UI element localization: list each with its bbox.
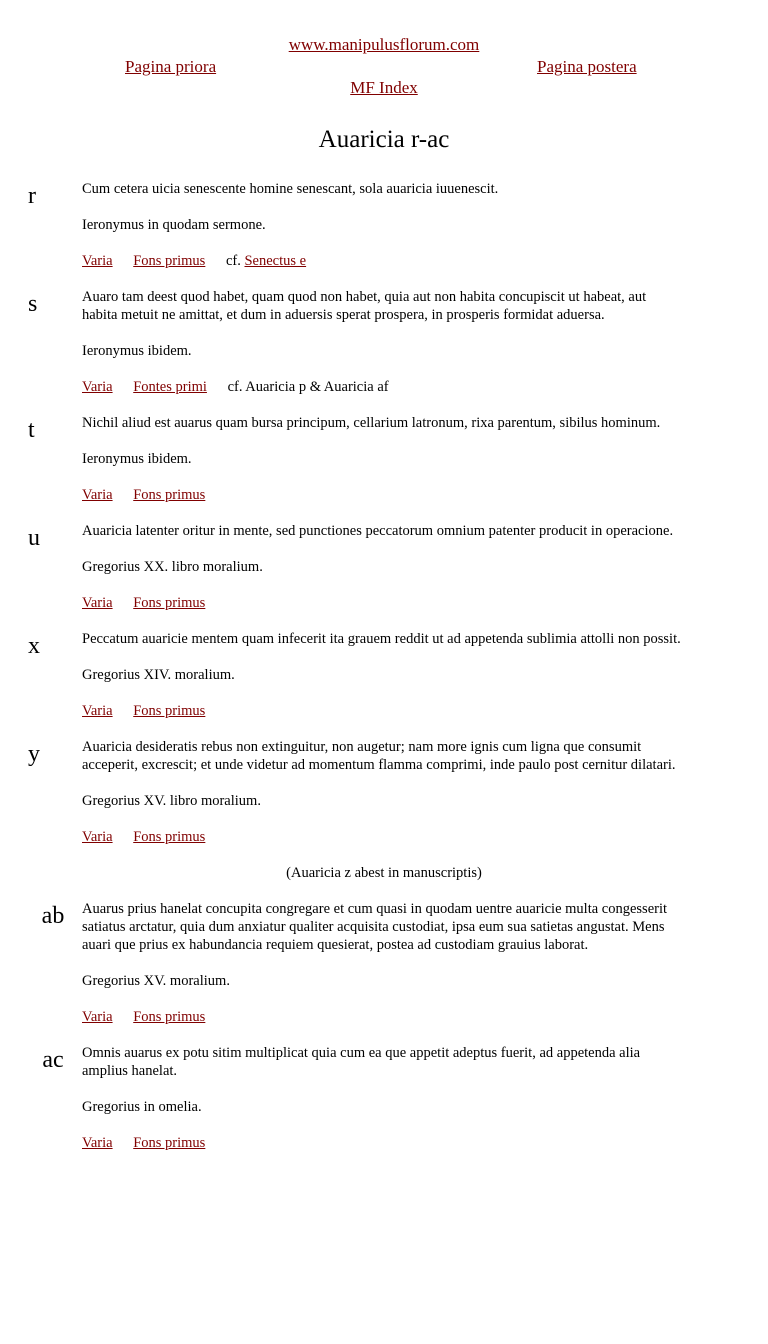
fons-link[interactable]: Fons primus	[133, 829, 206, 845]
entry-y	[0, 738, 682, 846]
entries-list	[0, 180, 768, 1170]
fons-link[interactable]: Fons primus	[133, 487, 206, 503]
fons-link[interactable]: Fons primus	[133, 703, 206, 719]
entry-links	[82, 1134, 682, 1152]
entry-source: Gregorius XIV. moralium.	[82, 667, 235, 683]
varia-link[interactable]: Varia	[82, 487, 113, 503]
entry-x	[0, 630, 682, 720]
cf-text: cf. Auaricia p & Auaricia af	[227, 379, 389, 395]
next-page-link[interactable]: Pagina postera	[537, 57, 637, 76]
fons-link[interactable]: Fons primus	[133, 595, 206, 611]
entry-links	[82, 486, 682, 504]
entry-letter: ac	[42, 1047, 64, 1073]
entry-letter: y	[28, 741, 40, 767]
entry-source: Gregorius XV. moralium.	[82, 973, 230, 989]
fons-link[interactable]: Fons primus	[133, 1135, 206, 1151]
entry-quote: Cum cetera uicia senescente homine senescant, sola auaricia iuuenescit.	[82, 181, 499, 197]
entry-links	[82, 594, 682, 612]
top-navigation	[0, 0, 768, 110]
fons-link[interactable]: Fons primus	[133, 1009, 206, 1025]
entry-source: Gregorius XV. libro moralium.	[82, 793, 261, 809]
entry-quote: Nichil aliud est auarus quam bursa principum, cellarium latronum, rixa parentum, sibilus hominum.	[82, 415, 661, 431]
varia-link[interactable]: Varia	[82, 703, 113, 719]
entry-letter: ab	[41, 903, 65, 929]
previous-page-link[interactable]: Pagina priora	[125, 57, 217, 76]
varia-link[interactable]: Varia	[82, 1009, 113, 1025]
varia-link[interactable]: Varia	[82, 1135, 113, 1151]
entry-t	[0, 414, 682, 504]
varia-link[interactable]: Varia	[82, 379, 113, 395]
entry-letter: u	[28, 525, 40, 551]
fons-link[interactable]: Fons primus	[133, 253, 206, 269]
entry-links	[82, 702, 682, 720]
entry-quote: Auaro tam deest quod habet, quam quod non habet, quia aut non habita concupiscit ut habeat, aut habita metuit ne amittat, et dum in aduersis sperat prospera, in prosperis formidat aduersa.	[82, 289, 647, 323]
entry-r	[0, 180, 682, 270]
entry-ab	[0, 900, 682, 1026]
entry-source: Ieronymus in quodam sermone.	[82, 217, 266, 233]
entry-links	[82, 378, 682, 396]
entry-quote: Auaricia latenter oritur in mente, sed punctiones peccatorum omnium patenter producit in operacione.	[82, 523, 674, 539]
site-home-link[interactable]: www.manipulusflorum.com	[288, 35, 480, 54]
varia-link[interactable]: Varia	[82, 829, 113, 845]
entry-source: Ieronymus ibidem.	[82, 451, 192, 467]
entry-quote: Auarus prius hanelat concupita congregare et cum quasi in quodam uentre auaricie multa congesserit satiatus arctatur, quia dum anxiatur qualiter acquisita custodiat, ipsa eum sua satietas angustat. Mens auari que prius ex habundancia requiem quesierat, postea ad custodiam grauius laborat.	[82, 901, 668, 953]
entry-links	[82, 1008, 682, 1026]
entry-ac	[0, 1044, 682, 1152]
entry-letter: t	[28, 417, 35, 443]
entry-u	[0, 522, 682, 612]
varia-link[interactable]: Varia	[82, 595, 113, 611]
entry-links	[82, 828, 682, 846]
entry-links	[82, 252, 682, 270]
entry-source: Ieronymus ibidem.	[82, 343, 192, 359]
missing-entry-note: (Auaricia z abest in manuscriptis)	[286, 865, 482, 881]
entry-source: Gregorius XX. libro moralium.	[82, 559, 263, 575]
entry-quote: Peccatum auaricie mentem quam infecerit ita grauem reddit ut ad appetenda sublimia attolli non possit.	[82, 631, 681, 647]
entry-source: Gregorius in omelia.	[82, 1099, 202, 1115]
page-title: Auaricia r-ac	[318, 126, 450, 153]
entry-letter: r	[28, 183, 36, 209]
entry-s	[0, 288, 682, 396]
fons-link[interactable]: Fontes primi	[133, 379, 207, 395]
entry-quote: Auaricia desideratis rebus non extinguitur, non augetur; nam more ignis cum ligna que consumit acceperit, excrescit; et unde videtur ad momentum flamma comprimi, inde paulo post cernitur dilatari.	[82, 739, 676, 773]
cf-label: cf.	[225, 253, 245, 269]
index-link[interactable]: MF Index	[350, 78, 418, 97]
entry-letter: s	[28, 291, 38, 317]
cf-link-senectus[interactable]: Senectus e	[244, 253, 307, 269]
entry-letter: x	[28, 633, 40, 659]
varia-link[interactable]: Varia	[82, 253, 113, 269]
entry-quote: Omnis auarus ex potu sitim multiplicat quia cum ea que appetit adeptus fuerit, ad appetenda alia amplius hanelat.	[82, 1045, 641, 1079]
